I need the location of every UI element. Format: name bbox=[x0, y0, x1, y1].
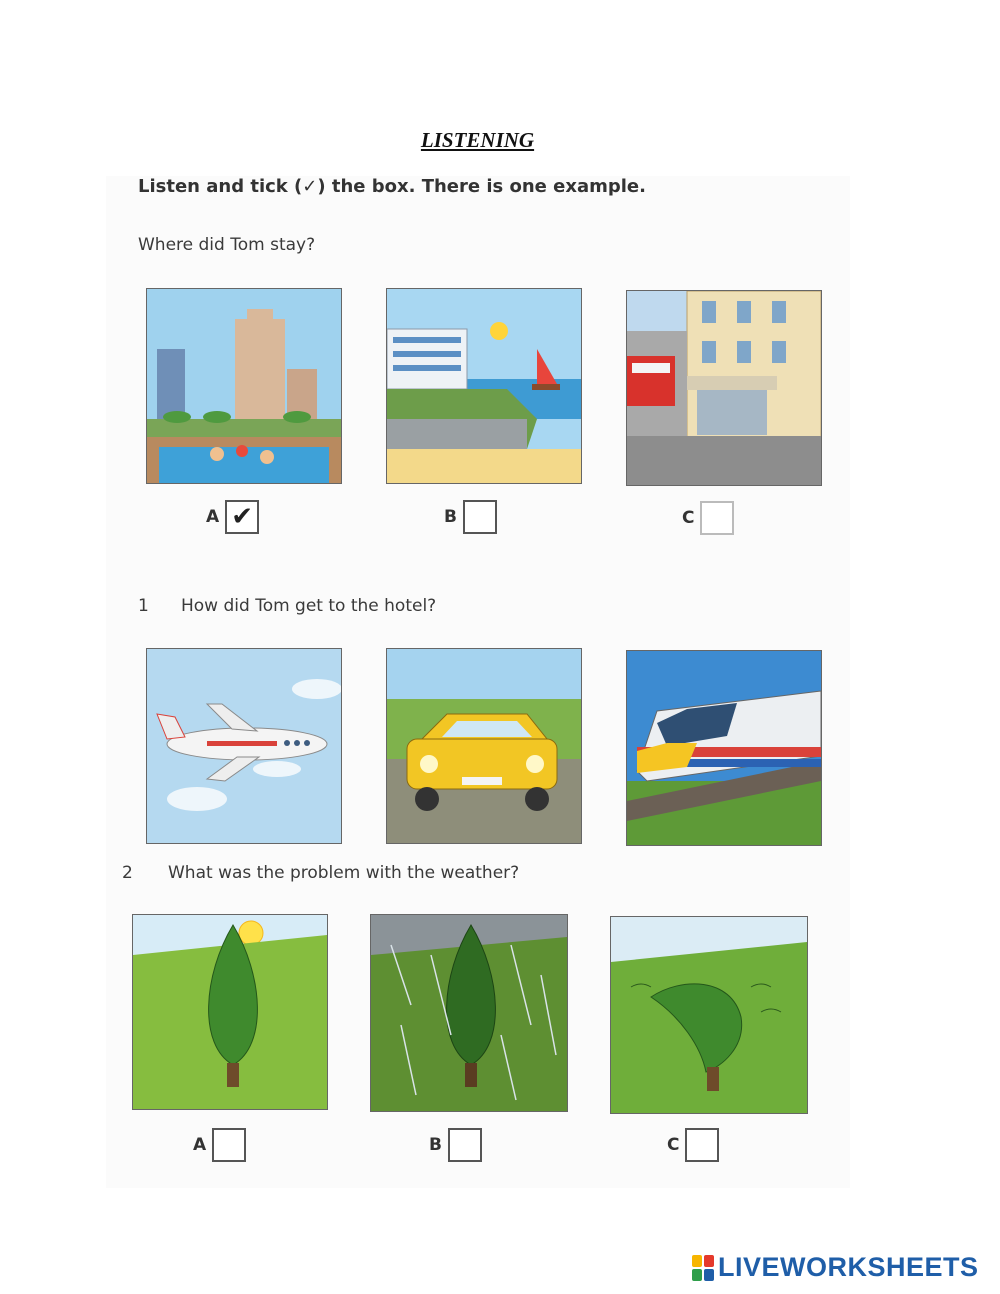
option-letter: C bbox=[682, 508, 695, 528]
option-letter: C bbox=[667, 1135, 680, 1155]
logo-text: LIVEWORKSHEETS bbox=[718, 1252, 979, 1282]
sunny-tree-icon bbox=[132, 914, 328, 1110]
car-icon[interactable] bbox=[386, 648, 582, 844]
answer-checkbox-example-c[interactable] bbox=[700, 501, 734, 535]
city-hotel-icon bbox=[626, 290, 822, 486]
answer-checkbox-example-a[interactable]: ✔ bbox=[225, 500, 259, 534]
plane-icon[interactable] bbox=[146, 648, 342, 844]
option-letter: B bbox=[444, 507, 457, 527]
option-letter: A bbox=[193, 1135, 207, 1155]
answer-checkbox-q2-b[interactable] bbox=[448, 1128, 482, 1162]
instruction-text: Listen and tick (✓) the box. There is one example. bbox=[138, 176, 646, 197]
option-letter: B bbox=[429, 1135, 442, 1155]
example-option-c bbox=[682, 501, 734, 535]
page-title: LISTENING bbox=[420, 128, 535, 152]
question-2-text: What was the problem with the weather? bbox=[168, 863, 520, 883]
question-2-option-b bbox=[429, 1128, 482, 1162]
example-option-b bbox=[444, 500, 497, 534]
seaside-hotel-icon bbox=[386, 288, 582, 484]
question-1-text: How did Tom get to the hotel? bbox=[181, 596, 437, 616]
question-number: 1 bbox=[138, 596, 149, 616]
question-2-option-a bbox=[193, 1128, 246, 1162]
option-letter: A bbox=[206, 507, 220, 527]
answer-checkbox-q2-c[interactable] bbox=[685, 1128, 719, 1162]
liveworksheets-logo bbox=[692, 1252, 979, 1283]
rainy-tree-icon bbox=[370, 914, 568, 1112]
question-2-option-c bbox=[667, 1128, 719, 1162]
question-number: 2 bbox=[122, 863, 133, 883]
example-question: Where did Tom stay? bbox=[138, 235, 316, 255]
answer-checkbox-example-b[interactable] bbox=[463, 500, 497, 534]
example-option-a bbox=[206, 500, 259, 534]
hotel-pool-city-icon bbox=[146, 288, 342, 484]
answer-checkbox-q2-a[interactable] bbox=[212, 1128, 246, 1162]
windy-tree-icon bbox=[610, 916, 808, 1114]
logo-mark-icon bbox=[692, 1255, 714, 1281]
train-icon[interactable] bbox=[626, 650, 822, 846]
